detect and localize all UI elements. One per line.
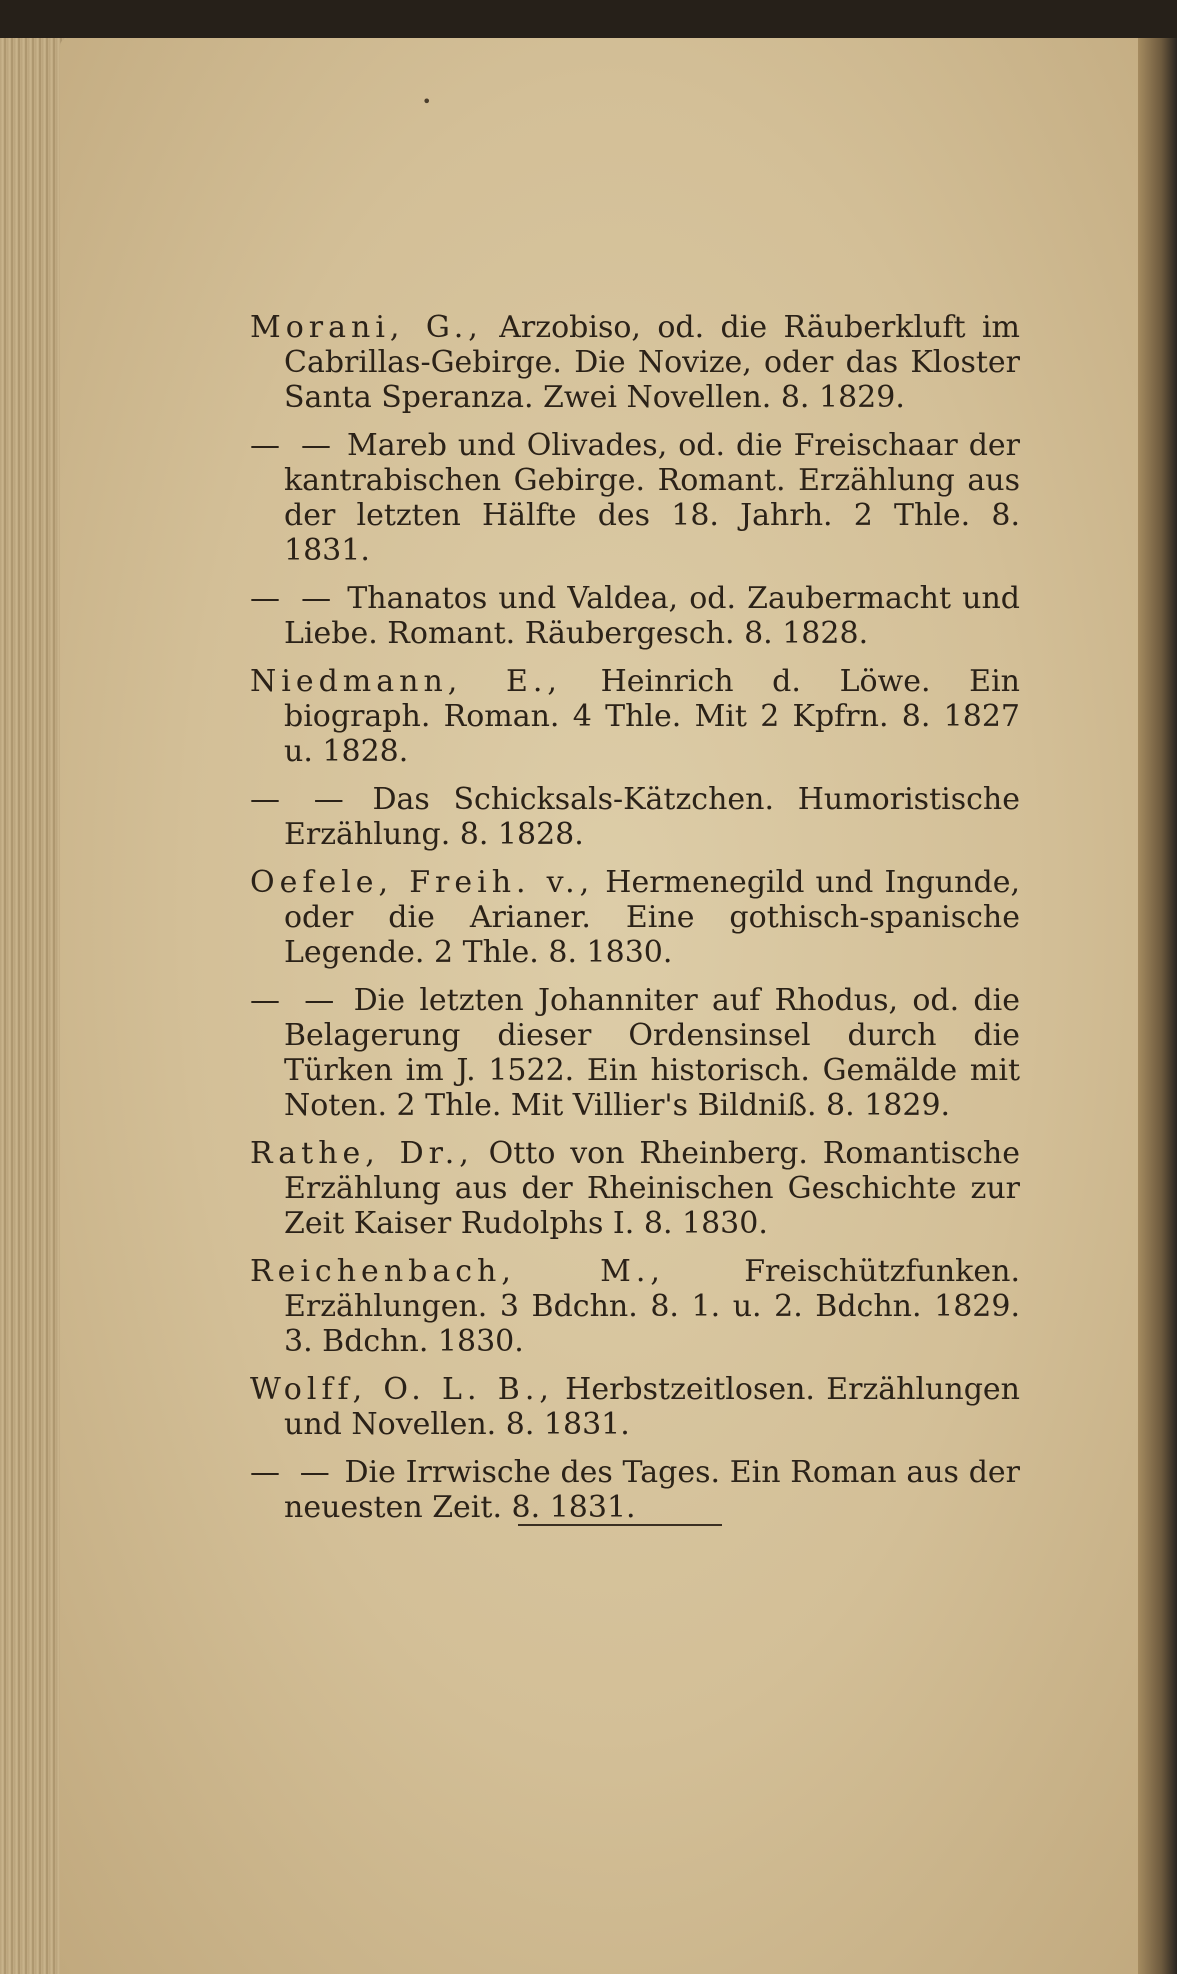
- entry-text: Die Irrwische des Tages. Ein Roman aus der neuesten Zeit. 8. 1831.: [284, 1455, 1020, 1525]
- entry-author: Oefele, Freih. v.,: [250, 865, 595, 900]
- catalogue-entry: [250, 1136, 1020, 1241]
- catalogue-entry: [250, 865, 1020, 970]
- catalogue-entry: [250, 1455, 1020, 1525]
- catalogue-list: [250, 310, 1020, 1538]
- entry-author: Wolff, O. L. B.,: [250, 1372, 554, 1407]
- entry-text: Das Schicksals-Kätzchen. Humoristische Erzählung. 8. 1828.: [284, 782, 1020, 852]
- entry-author: Morani, G.,: [250, 310, 483, 345]
- catalogue-entry: [250, 983, 1020, 1123]
- entry-author: Rathe, Dr.,: [250, 1136, 474, 1171]
- entry-author: — —: [250, 782, 349, 817]
- entry-text: Otto von Rheinberg. Romantische Erzählung aus der Rheinischen Geschichte zur Zeit Kaiser Rudolphs I. 8. 1830.: [284, 1136, 1020, 1241]
- entry-author: Reichenbach, M.,: [250, 1254, 665, 1289]
- catalogue-entry: [250, 310, 1020, 415]
- entry-text: Thanatos und Valdea, od. Zaubermacht und Liebe. Romant. Räubergesch. 8. 1828.: [284, 581, 1020, 651]
- catalogue-entry: [250, 1372, 1020, 1442]
- entry-text: Arzobiso, od. die Räuberkluft im Cabrillas-Gebirge. Die Novize, oder das Kloster Santa Speranza. Zwei Novellen. 8. 1829.: [284, 310, 1020, 415]
- entry-text: Freischützfunken. Erzählungen. 3 Bdchn. 8. 1. u. 2. Bdchn. 1829. 3. Bdchn. 1830.: [284, 1254, 1020, 1359]
- entry-author: — —: [250, 428, 336, 463]
- catalogue-entry: [250, 664, 1020, 769]
- entry-text: Mareb und Olivades, od. die Freischaar der kantrabischen Gebirge. Romant. Erzählung aus der letzten Hälfte des 18. Jahrh. 2 Thle. 8. 1831.: [284, 428, 1020, 568]
- entry-text: Hermenegild und Ingunde, oder die Arianer. Eine gothisch-spanische Legende. 2 Thle. 8. 1830.: [284, 865, 1020, 970]
- closing-rule: [518, 1524, 722, 1526]
- entry-author: — —: [250, 1455, 335, 1490]
- catalogue-entry: [250, 581, 1020, 651]
- catalogue-entry: [250, 428, 1020, 568]
- page-gutter-shadow: [1138, 38, 1177, 1974]
- entry-text: Heinrich d. Löwe. Ein biograph. Roman. 4 Thle. Mit 2 Kpfrn. 8. 1827 u. 1828.: [284, 664, 1020, 769]
- entry-author: Niedmann, E.,: [250, 664, 562, 699]
- entry-author: — —: [250, 581, 337, 616]
- entry-author: — —: [250, 983, 340, 1018]
- page-mark: •: [422, 92, 432, 111]
- catalogue-entry: [250, 1254, 1020, 1359]
- catalogue-entry: [250, 782, 1020, 852]
- entry-text: Die letzten Johanniter auf Rhodus, od. die Belagerung dieser Ordensinsel durch die Türken im J. 1522. Ein historisch. Gemälde mit Noten. 2 Thle. Mit Villier's Bildniß. 8. 1829.: [284, 983, 1020, 1123]
- entry-text: Herbstzeitlosen. Erzählungen und Novellen. 8. 1831.: [284, 1372, 1020, 1442]
